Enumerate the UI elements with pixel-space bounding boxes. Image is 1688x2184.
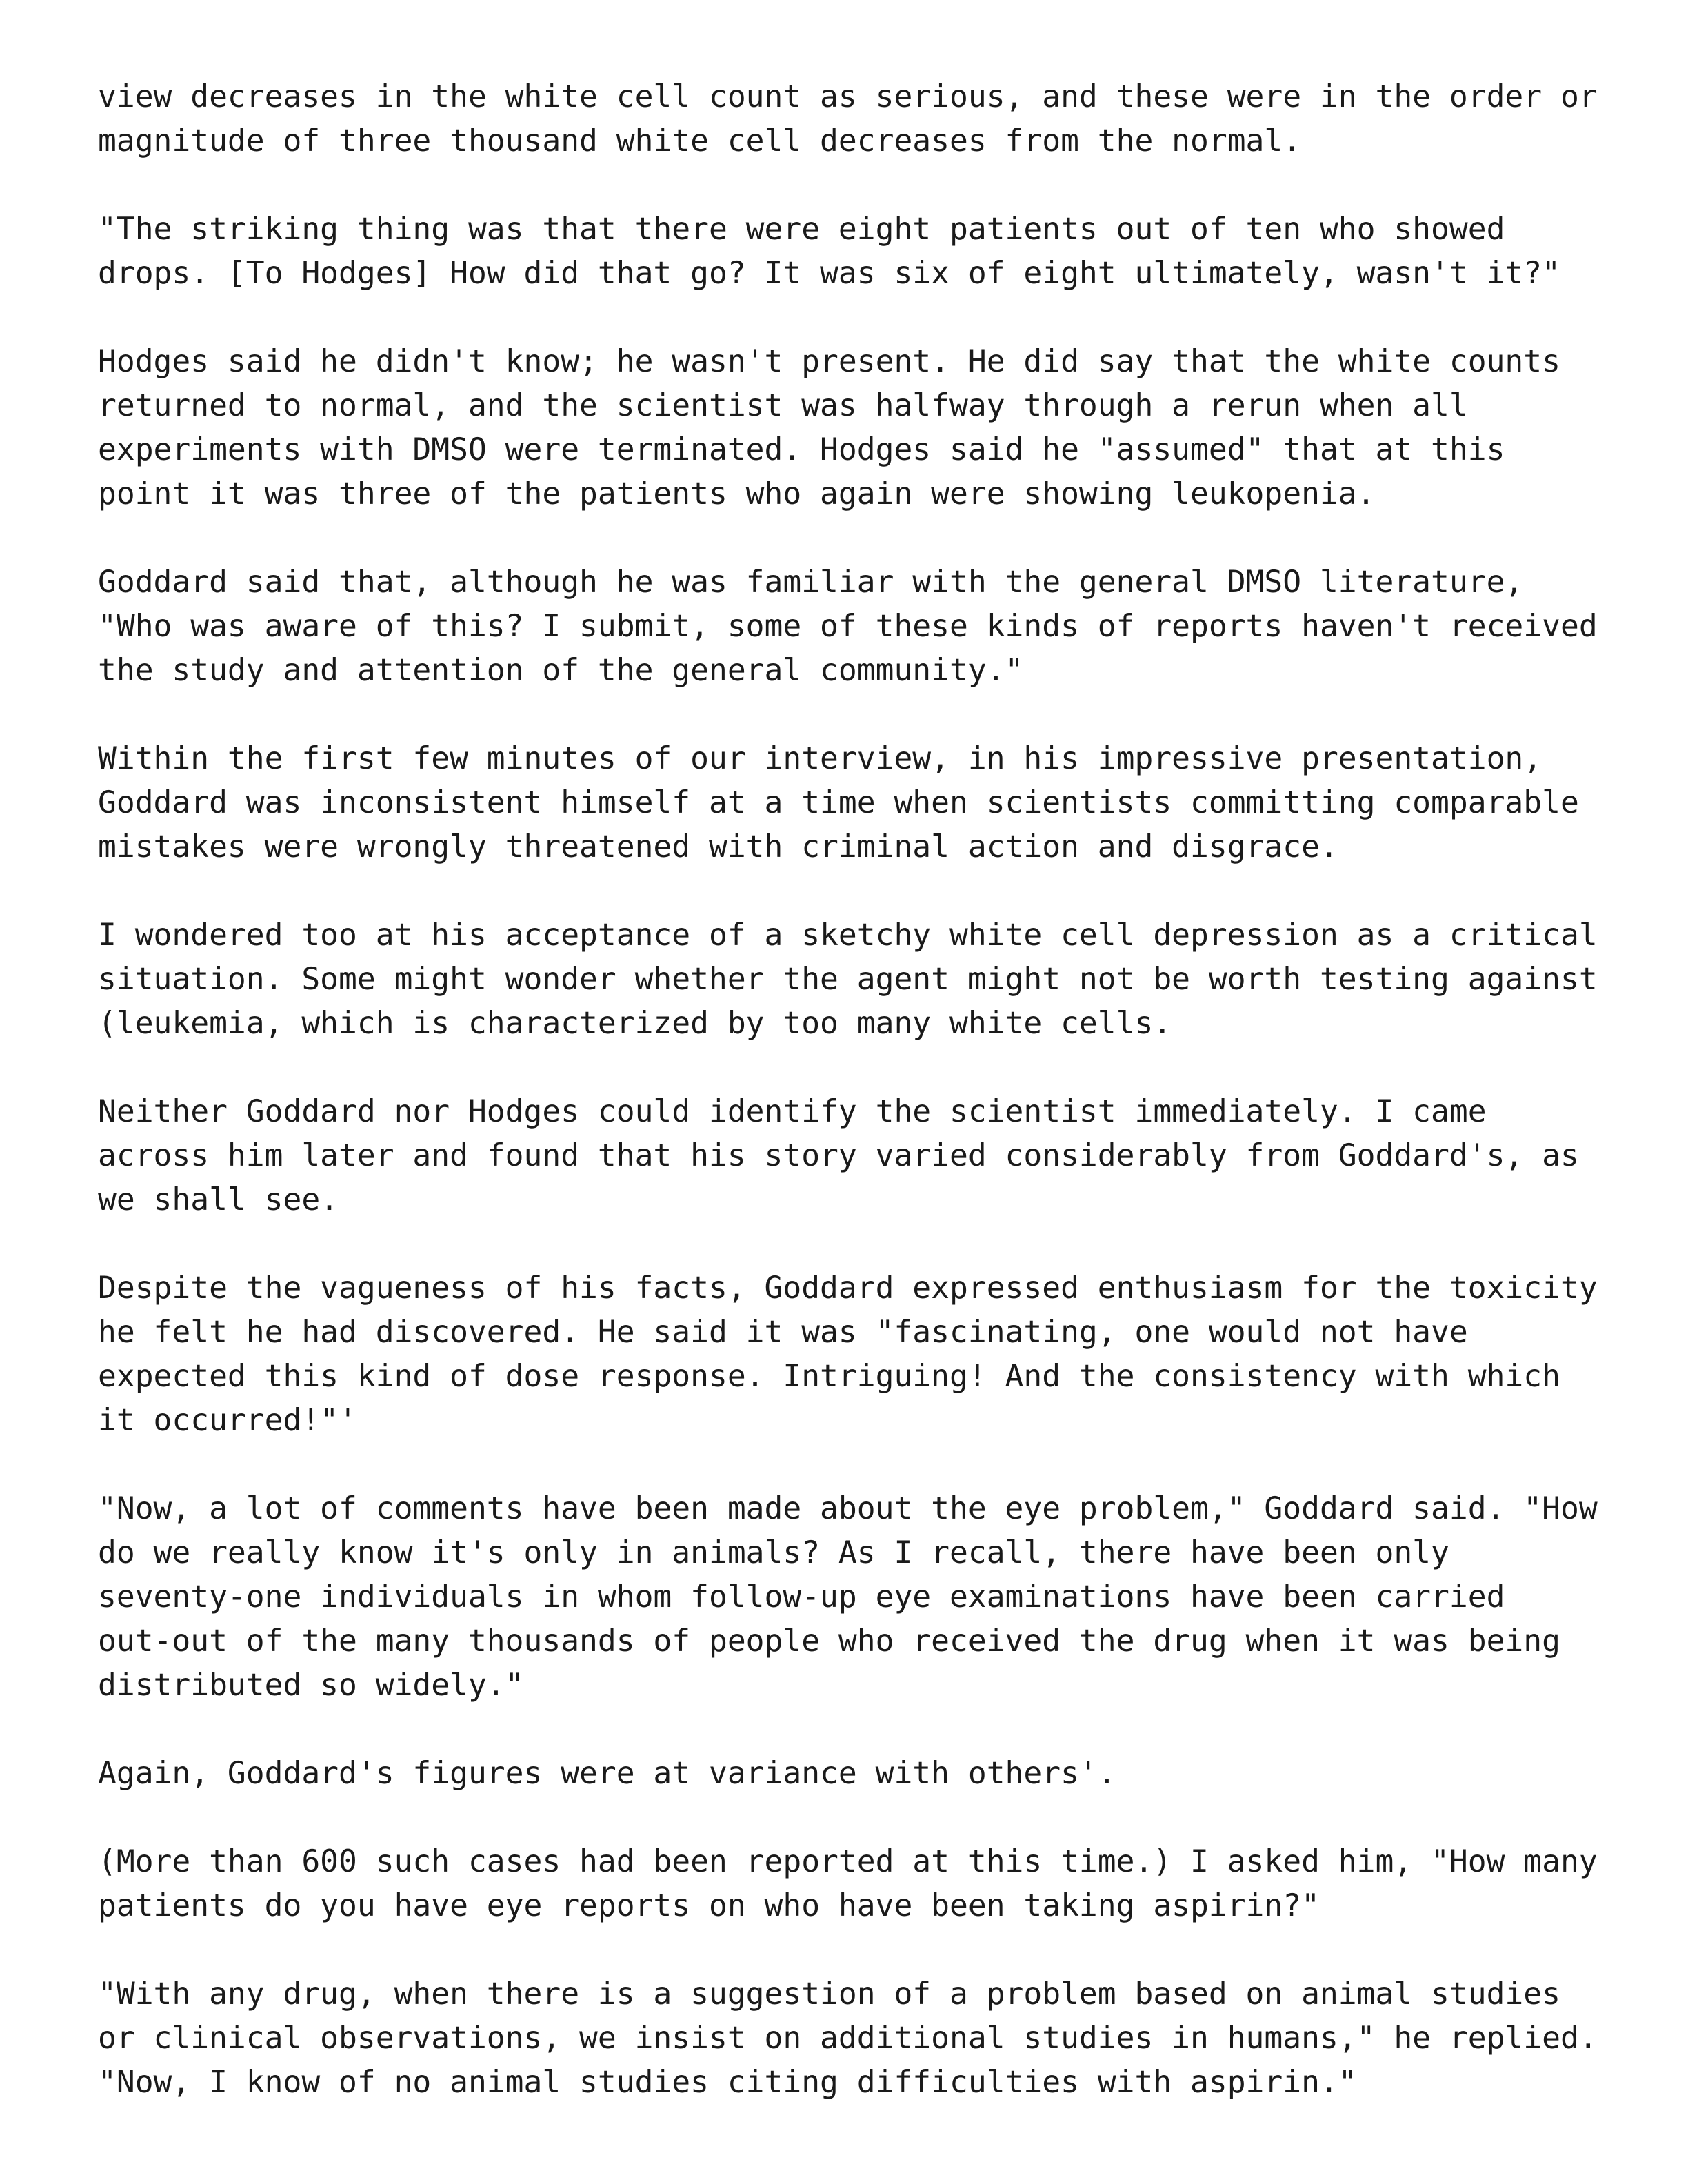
text-line: drops. [To Hodges] How did that go? It was six of eight ultimately, wasn't it?" [98,255,1560,291]
paragraph [98,1751,1601,1795]
document-page [98,74,1601,2104]
text-line: or clinical observations, we insist on additional studies in humans," he replied. [98,2020,1598,2056]
text-line: view decreases in the white cell count as serious, and these were in the order or [98,79,1598,114]
text-line: expected this kind of dose response. Intriguing! And the consistency with which [98,1358,1560,1394]
text-line: mistakes were wrongly threatened with criminal action and disgrace. [98,829,1338,865]
text-line: situation. Some might wonder whether the agent might not be worth testing against [98,961,1598,997]
text-line: patients do you have eye reports on who have been taking aspirin?" [98,1888,1320,1923]
text-line: it occurred!"' [98,1402,357,1438]
text-line: distributed so widely." [98,1667,524,1703]
text-line: Goddard said that, although he was familiar with the general DMSO literature, [98,564,1524,600]
text-line: across him later and found that his story varied considerably from Goddard's, as [98,1138,1579,1173]
paragraph [98,736,1601,869]
text-line: we shall see. [98,1182,339,1217]
text-line: "Now, a lot of comments have been made about the eye problem," Goddard said. "How [98,1490,1598,1526]
text-line: Hodges said he didn't know; he wasn't present. He did say that the white counts [98,343,1560,379]
paragraph [98,560,1601,692]
text-line: I wondered too at his acceptance of a sketchy white cell depression as a critical [98,917,1598,953]
text-line: out-out of the many thousands of people who received the drug when it was being [98,1623,1560,1659]
text-line: Neither Goddard nor Hodges could identify the scientist immediately. I came [98,1093,1487,1129]
text-line: (leukemia, which is characterized by too many white cells. [98,1005,1172,1041]
text-line: do we really know it's only in animals? As I recall, there have been only [98,1535,1449,1570]
text-line: the study and attention of the general community." [98,652,1024,688]
paragraph [98,1839,1601,1928]
paragraph [98,1486,1601,1707]
paragraph [98,1972,1601,2104]
text-line: "Now, I know of no animal studies citing difficulties with aspirin." [98,2064,1357,2100]
text-line: experiments with DMSO were terminated. Hodges said he "assumed" that at this [98,432,1505,467]
text-line: "Who was aware of this? I submit, some of these kinds of reports haven't received [98,608,1598,644]
text-line: Within the first few minutes of our interview, in his impressive presentation, [98,740,1543,776]
text-line: returned to normal, and the scientist was halfway through a rerun when all [98,387,1468,423]
paragraph [98,913,1601,1045]
text-line: seventy-one individuals in whom follow-up eye examinations have been carried [98,1579,1505,1615]
text-line: he felt he had discovered. He said it was "fascinating, one would not have [98,1314,1468,1350]
text-line: Despite the vagueness of his facts, Goddard expressed enthusiasm for the toxicity [98,1270,1598,1306]
paragraph [98,339,1601,516]
paragraph [98,1089,1601,1222]
paragraph [98,207,1601,295]
text-line: "The striking thing was that there were eight patients out of ten who showed [98,211,1505,247]
text-line: "With any drug, when there is a suggestion of a problem based on animal studies [98,1976,1560,2012]
text-line: (More than 600 such cases had been reported at this time.) I asked him, "How many [98,1843,1598,1879]
text-line: point it was three of the patients who again were showing leukopenia. [98,476,1376,512]
text-line: magnitude of three thousand white cell decreases from the normal. [98,123,1302,159]
paragraph [98,74,1601,163]
text-line: Again, Goddard's figures were at variance with others'. [98,1755,1116,1791]
text-line: Goddard was inconsistent himself at a time when scientists committing comparable [98,785,1579,820]
paragraph [98,1266,1601,1442]
